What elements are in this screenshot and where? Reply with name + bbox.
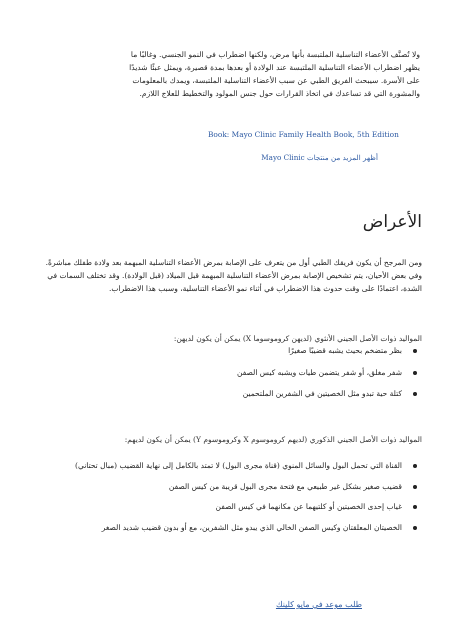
bullet-icon [413,505,417,509]
list-item-text: قضيب صغير بشكل غير طبيعي مع فتحة مجرى البول قريبة من كيس الصفن [168,481,402,491]
list-item [42,367,422,380]
list-item-text: بظر متضخم بحيث يشبه قضيبًا صغيرًا [288,346,402,355]
male-heading: المواليد ذوات الأصل الجيني الذكوري (لديهم كروموسوم X وكروموسوم Y) يمكن أن يكون لديهم: [124,434,422,444]
list-item-text: كتلة حية تبدو مثل الخصيتين في الشفرين الملتحمين [242,389,402,399]
bullet-icon [413,485,417,489]
request-appointment-link[interactable]: طلب موعد في مايو كلينك [275,600,362,609]
bullet-icon [413,392,417,396]
bullet-icon [413,349,417,353]
list-item-text: الخصيتان المعلقتان وكيس الصفن الخالي الذي يبدو مثل الشفرين، مع أو بدون قضيب شديد الصغر [101,522,402,532]
list-item [42,388,422,401]
female-heading: المواليد ذوات الأصل الجيني الأنثوي (لديهن كروموسوما X) يمكن أن يكون لديهن: [173,333,422,343]
intro-paragraph: ولا تُصنَّف الأعضاء التناسلية الملتبسة بأنها مرض، ولكنها اضطراب في النمو الجنسي. وغالبًا ما يظهر اضطراب الأعضاء التناسلية الملتبسة عند الولادة أو بعدها بمدة قصيرة، ويمثل عبئًا شديدًا على الأسرة. سيبحث الفريق الطبي عن سبب الأعضاء التناسلية الملتبسة، ويمدك بالمعلومات والمشورة التي قد تساعدك في اتخاذ القرارات حول جنس المولود والتخطيط للعلاج اللازم. [129,49,420,99]
male-symptom-list [42,460,422,542]
bullet-icon [413,526,417,530]
list-item [42,460,422,473]
bullet-icon [413,464,417,468]
section-title-symptoms: الأعراض [362,212,422,232]
symptoms-paragraph: ومن المرجح أن يكون فريقك الطبي أول من يتعرف على الإصابة بمرض الأعضاء التناسلية المبهمة بعد ولادة طفلك مباشرةً. وفي بعض الأحيان، يتم تشخيص الإصابة بمرض الأعضاء التناسلية المبهمة قبل الميلاد (قبل الولادة). وقد تختلف السمات في الشدة، اعتمادًا على وقت حدوث هذا الاضطراب في أثناء نمو الأعضاء التناسلية، وسبب هذا الاضطراب. [45,257,422,293]
list-item [42,522,422,535]
more-products-link[interactable]: أظهر المزيد من منتجات Mayo Clinic [261,153,378,162]
list-item [42,345,422,358]
list-item-text: شفر مغلق، أو شفر يتضمن طيات ويشبه كيس الصفن [237,367,402,377]
list-item [42,481,422,494]
bullet-icon [413,371,417,375]
female-symptom-list [42,345,422,410]
list-item-text: غياب إحدى الخصيتين أو كلتيهما عن مكانهما في كيس الصفن [215,502,402,512]
book-link[interactable]: Book: Mayo Clinic Family Health Book, 5th Edition [208,130,399,139]
list-item-text: القناة التي تحمل البول والسائل المنوي (قناة مجرى البول) لا تمتد بالكامل إلى نهاية القضيب (مبال تحتاني) [75,461,402,470]
list-item [42,501,422,514]
